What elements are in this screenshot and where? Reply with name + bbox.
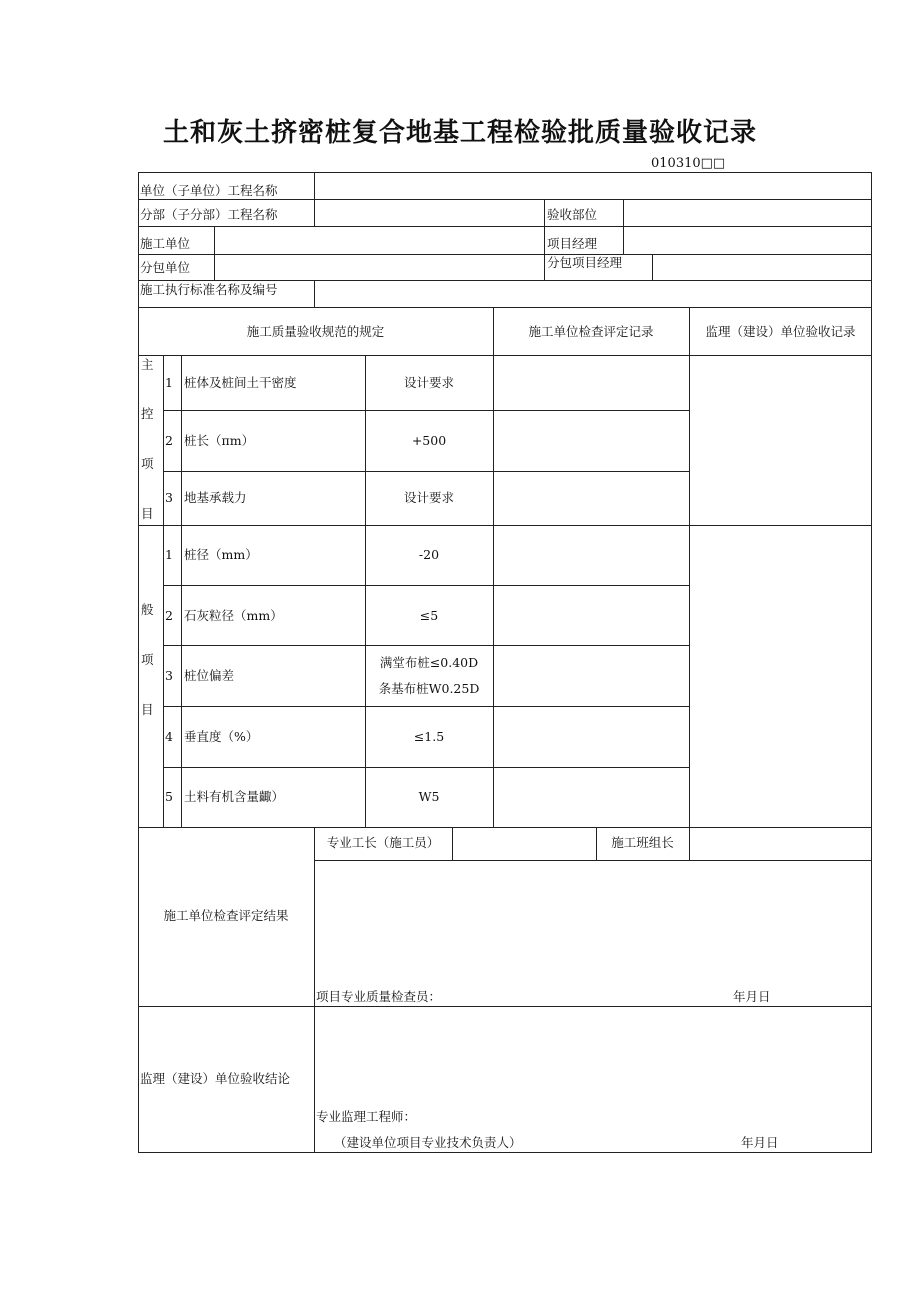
main-items-label-char: 主 bbox=[141, 357, 154, 372]
spec-column-header: 施工质量验收规范的规定 bbox=[246, 324, 385, 339]
foreman-label: 专业工长（施工员） bbox=[326, 835, 440, 850]
acceptance-part-label: 验收部位 bbox=[547, 207, 598, 222]
team-leader-label: 施工班组长 bbox=[611, 835, 674, 850]
page-title: 土和灰土挤密桩复合地基工程检验批质量验收记录 bbox=[162, 118, 757, 148]
general-item-name: 石灰粒径（mm） bbox=[184, 608, 283, 623]
general-item-requirement: -20 bbox=[418, 547, 440, 562]
general-items-label-char: 目 bbox=[141, 702, 154, 717]
general-item-no: 1 bbox=[165, 547, 173, 562]
unit-project-name-label: 单位（子单位）工程名称 bbox=[140, 183, 278, 198]
owner-rep-label: （建设单位项目专业技术负责人） bbox=[334, 1135, 522, 1150]
main-items-label-char: 目 bbox=[141, 506, 154, 521]
check-record-column-header: 施工单位检查评定记录 bbox=[528, 324, 654, 339]
engineer-label: 专业监理工程师： bbox=[316, 1109, 417, 1124]
general-item-requirement-line1: 满堂布桩≤0.40D bbox=[379, 655, 479, 670]
main-item-no: 3 bbox=[165, 490, 173, 505]
inspector-label: 项目专业质量检查员： bbox=[316, 989, 442, 1004]
project-manager-label: 项目经理 bbox=[547, 236, 598, 251]
general-item-requirement: ≤1.5 bbox=[413, 729, 445, 744]
general-item-no: 4 bbox=[165, 729, 173, 744]
general-item-requirement-line2: 条基布桩W0.25D bbox=[378, 681, 480, 696]
supervision-conclusion-label: 监理（建设）单位验收结论 bbox=[140, 1071, 291, 1086]
main-item-name: 桩体及桩间土干密度 bbox=[184, 375, 297, 390]
construction-unit-label: 施工单位 bbox=[140, 236, 191, 251]
general-items-label-char: 项 bbox=[141, 652, 154, 667]
main-item-name: 桩长（πm） bbox=[184, 433, 255, 448]
main-items-label-char: 控 bbox=[141, 406, 154, 421]
sub-project-name-label: 分部（子分部）工程名称 bbox=[140, 207, 278, 222]
general-item-requirement: ≤5 bbox=[419, 608, 439, 623]
general-item-requirement: W5 bbox=[418, 789, 440, 804]
date-label: 年月日 bbox=[733, 989, 771, 1004]
general-items-label-char: 般 bbox=[141, 602, 154, 617]
general-item-no: 5 bbox=[165, 789, 173, 804]
main-item-requirement: 设计要求 bbox=[403, 375, 454, 390]
general-item-name: 桩径（mm） bbox=[184, 547, 258, 562]
general-item-name: 桩位偏差 bbox=[184, 668, 235, 683]
general-item-no: 3 bbox=[165, 668, 173, 683]
general-item-no: 2 bbox=[165, 608, 173, 623]
main-items-label-char: 项 bbox=[141, 456, 154, 471]
subcontract-manager-label: 分包项目经理 bbox=[547, 255, 623, 270]
general-item-name: 垂直度（%） bbox=[184, 729, 259, 744]
supervision-record-column-header: 监理（建设）单位验收记录 bbox=[705, 324, 856, 339]
main-item-name: 地基承载力 bbox=[184, 490, 247, 505]
standard-name-label: 施工执行标准名称及编号 bbox=[140, 282, 278, 297]
main-item-requirement: +500 bbox=[411, 433, 447, 448]
date-label: 年月日 bbox=[741, 1135, 779, 1150]
main-item-no: 2 bbox=[165, 433, 173, 448]
general-item-name: 土料有机含量齱） bbox=[184, 789, 285, 804]
check-result-label: 施工单位检查评定结果 bbox=[163, 908, 289, 923]
form-code: 010310□□ bbox=[651, 156, 726, 171]
subcontract-unit-label: 分包单位 bbox=[140, 260, 191, 275]
main-item-requirement: 设计要求 bbox=[403, 490, 454, 505]
main-item-no: 1 bbox=[165, 375, 173, 390]
